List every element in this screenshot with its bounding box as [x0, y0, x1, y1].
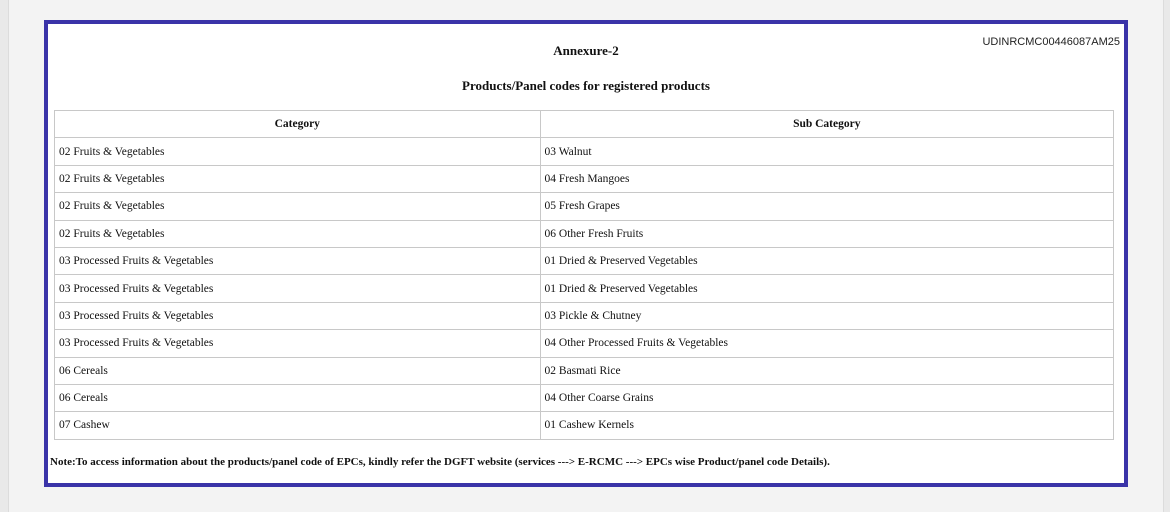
page-subtitle: Products/Panel codes for registered products — [462, 78, 710, 93]
table-row — [55, 302, 1114, 329]
table-row — [55, 384, 1114, 411]
document-id: UDINRCMC00446087AM25 — [982, 36, 1120, 48]
table-row — [55, 247, 1114, 274]
sub-category-cell: 05 Fresh Grapes — [540, 193, 1113, 220]
category-cell: 02 Fruits & Vegetables — [55, 193, 541, 220]
table-row — [55, 138, 1114, 165]
sub-category-cell: 03 Walnut — [540, 138, 1113, 165]
sub-category-cell: 04 Fresh Mangoes — [540, 165, 1113, 192]
page-edge-right — [1163, 0, 1170, 512]
sub-category-cell: 01 Cashew Kernels — [540, 412, 1113, 439]
category-cell: 03 Processed Fruits & Vegetables — [55, 275, 541, 302]
table-row — [55, 412, 1114, 439]
sub-category-cell: 06 Other Fresh Fruits — [540, 220, 1113, 247]
category-cell: 02 Fruits & Vegetables — [55, 220, 541, 247]
category-cell: 03 Processed Fruits & Vegetables — [55, 330, 541, 357]
sub-category-cell: 01 Dried & Preserved Vegetables — [540, 275, 1113, 302]
table-row — [55, 165, 1114, 192]
dgft-note: Note:To access information about the products/panel code of EPCs, kindly refer the DGFT website (services ---> E-RCMC ---> EPCs wise Product/panel code Details). — [50, 456, 830, 468]
sub-category-cell: 03 Pickle & Chutney — [540, 302, 1113, 329]
category-cell: 02 Fruits & Vegetables — [55, 138, 541, 165]
sub-category-cell: 02 Basmati Rice — [540, 357, 1113, 384]
sub-category-cell: 04 Other Processed Fruits & Vegetables — [540, 330, 1113, 357]
sub-category-cell: 01 Dried & Preserved Vegetables — [540, 247, 1113, 274]
table-row — [55, 220, 1114, 247]
product-codes-table — [54, 110, 1114, 440]
page-edge-left — [0, 0, 9, 512]
category-cell: 02 Fruits & Vegetables — [55, 165, 541, 192]
table-row — [55, 193, 1114, 220]
table-row — [55, 275, 1114, 302]
page-title: Annexure-2 — [553, 43, 619, 58]
category-cell: 03 Processed Fruits & Vegetables — [55, 247, 541, 274]
category-cell: 07 Cashew — [55, 412, 541, 439]
table-row — [55, 357, 1114, 384]
sub-category-cell: 04 Other Coarse Grains — [540, 384, 1113, 411]
column-header-category: Category — [55, 111, 541, 138]
table-row — [55, 330, 1114, 357]
annexure-frame — [44, 20, 1128, 487]
column-header-sub-category: Sub Category — [540, 111, 1113, 138]
table-header-row — [55, 111, 1114, 138]
category-cell: 06 Cereals — [55, 384, 541, 411]
category-cell: 06 Cereals — [55, 357, 541, 384]
category-cell: 03 Processed Fruits & Vegetables — [55, 302, 541, 329]
